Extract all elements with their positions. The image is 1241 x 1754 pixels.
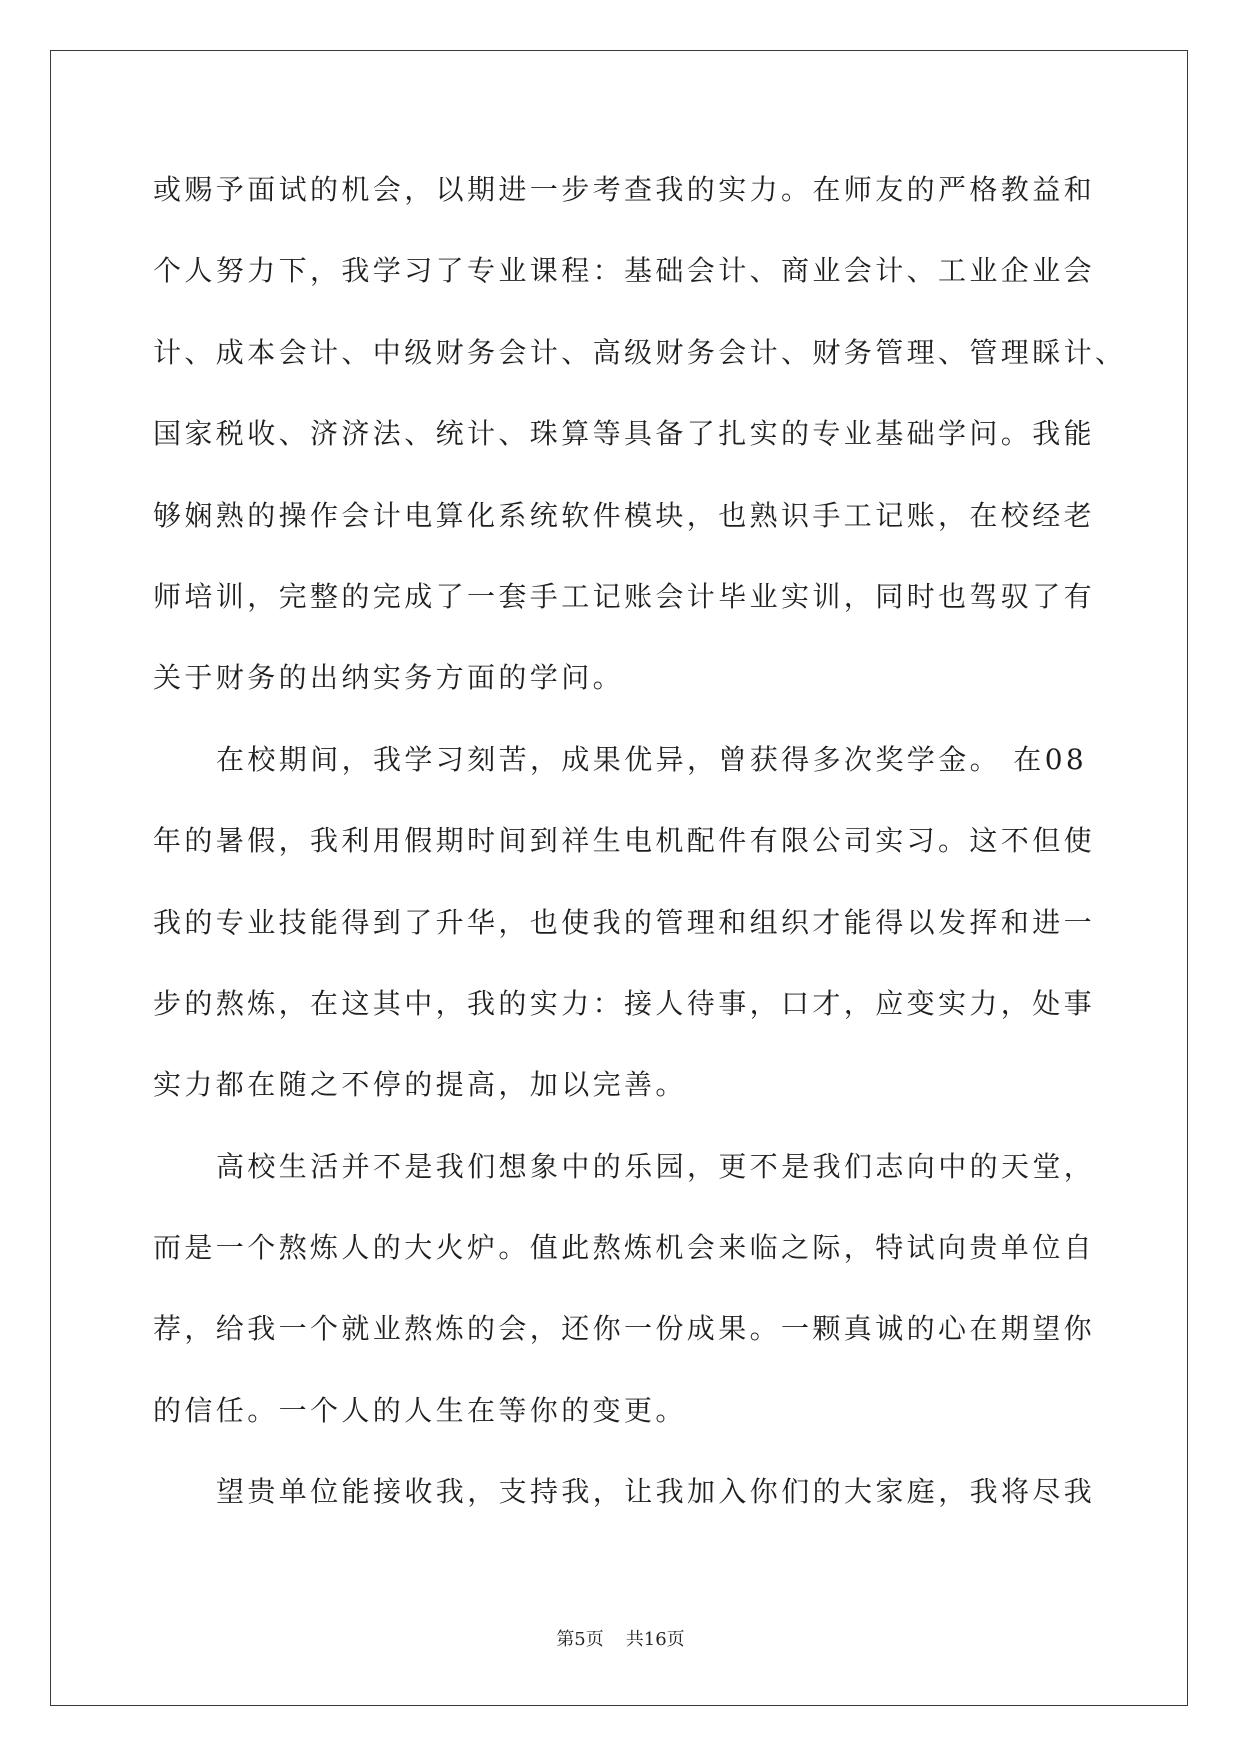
text-line: 计、成本会计、中级财务会计、高级财务会计、财务管理、管理睬计、 <box>153 335 1127 369</box>
text-line: 个人努力下，我学习了专业课程：基础会计、商业会计、工业企业会 <box>153 254 1096 288</box>
text-line: 在校期间，我学习刻苦，成果优异，曾获得多次奖学金。 在08 <box>216 742 1088 776</box>
text-line: 高校生活并不是我们想象中的乐园，更不是我们志向中的天堂， <box>216 1149 1096 1183</box>
text-line: 的信任。一个人的人生在等你的变更。 <box>153 1393 687 1427</box>
text-line: 荐，给我一个就业熬炼的会，还你一份成果。一颗真诚的心在期望你 <box>153 1312 1096 1346</box>
text-line: 关于财务的出纳实务方面的学问。 <box>153 661 625 695</box>
document-body <box>153 149 1163 1533</box>
paragraph <box>153 149 1163 719</box>
text-line: 而是一个熬炼人的大火炉。值此熬炼机会来临之际，特试向贵单位自 <box>153 1231 1096 1265</box>
text-line: 国家税收、济济法、统计、珠算等具备了扎实的专业基础学问。我能 <box>153 417 1096 451</box>
text-line: 我的专业技能得到了升华，也使我的管理和组织才能得以发挥和进一 <box>153 905 1096 939</box>
text-line: 年的暑假，我利用假期时间到祥生电机配件有限公司实习。这不但使 <box>153 824 1096 858</box>
page-total: 共16页 <box>625 1629 685 1650</box>
text-line: 师培训，完整的完成了一套手工记账会计毕业实训，同时也驾驭了有 <box>153 579 1096 613</box>
text-line: 或赐予面试的机会，以期进一步考查我的实力。在师友的严格教益和 <box>153 173 1096 206</box>
page-footer <box>0 1627 1241 1653</box>
text-line: 够娴熟的操作会计电算化系统软件模块，也熟识手工记账，在校经老 <box>153 498 1096 532</box>
page-number: 第5页 <box>556 1629 604 1650</box>
paragraph <box>153 1126 1163 1452</box>
paragraph <box>153 719 1163 1126</box>
paragraph <box>153 1451 1163 1532</box>
text-line: 步的熬炼，在这其中，我的实力：接人待事，口才，应变实力，处事 <box>153 986 1096 1020</box>
text-line: 望贵单位能接收我，支持我，让我加入你们的大家庭，我将尽我 <box>216 1475 1096 1509</box>
text-line: 实力都在随之不停的提高，加以完善。 <box>153 1068 687 1102</box>
